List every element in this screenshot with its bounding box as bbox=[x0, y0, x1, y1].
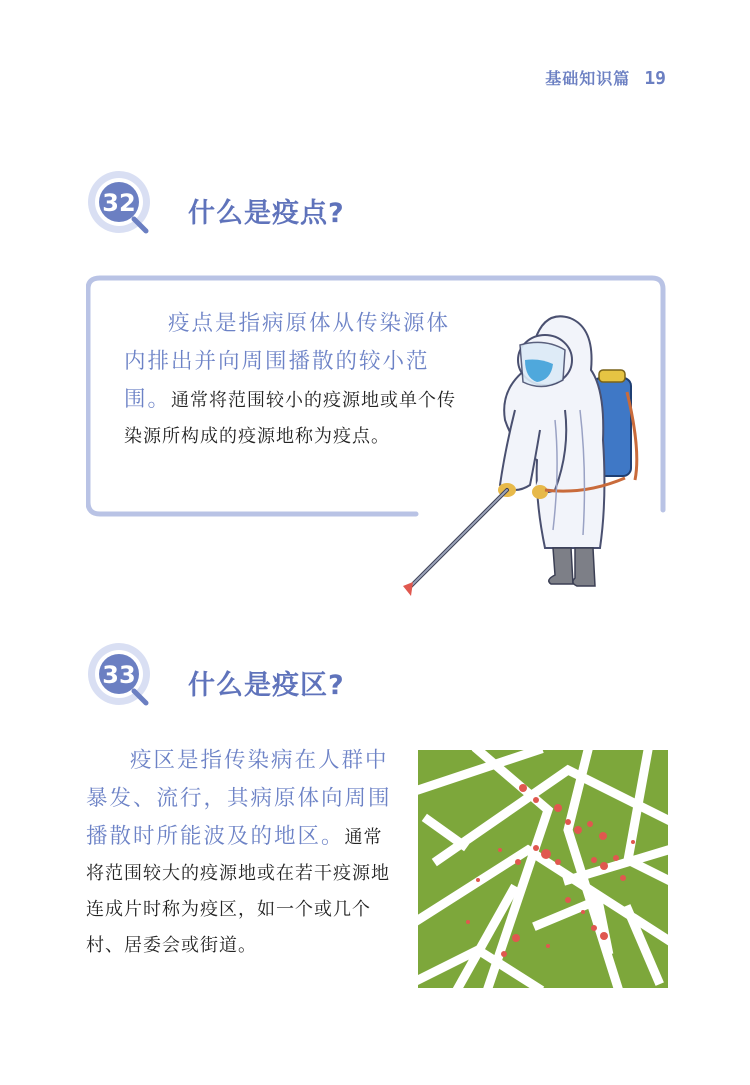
definition-body: 通常将范围较大的疫源地或在若干疫源地连成片时称为疫区，如一个或几个村、居委会或街道。 bbox=[86, 827, 390, 956]
epidemic-map-illustration bbox=[418, 750, 668, 988]
question-title: 什么是疫区? bbox=[188, 670, 345, 701]
section-title: 基础知识篇 bbox=[545, 69, 631, 88]
question-badge-icon bbox=[86, 641, 154, 709]
definition-lead: 疫区是指传染病在人群中暴发、流行，其病原体向周围播散时所能波及的地区。 bbox=[86, 748, 392, 849]
protective-suit-sprayer-illustration bbox=[395, 300, 645, 605]
question-number: 33 bbox=[102, 661, 136, 689]
definition-lead: 疫点是指病原体从传染源体内排出并向周围播散的较小范围。 bbox=[124, 311, 451, 412]
question-badge-icon bbox=[86, 169, 154, 237]
question-number: 32 bbox=[102, 189, 136, 217]
running-header bbox=[545, 66, 666, 89]
definition-body: 通常将范围较小的疫源地或单个传染源所构成的疫源地称为疫点。 bbox=[124, 390, 457, 447]
question-title: 什么是疫点? bbox=[188, 198, 345, 229]
answer-text bbox=[86, 742, 401, 964]
page-number: 19 bbox=[644, 68, 666, 89]
